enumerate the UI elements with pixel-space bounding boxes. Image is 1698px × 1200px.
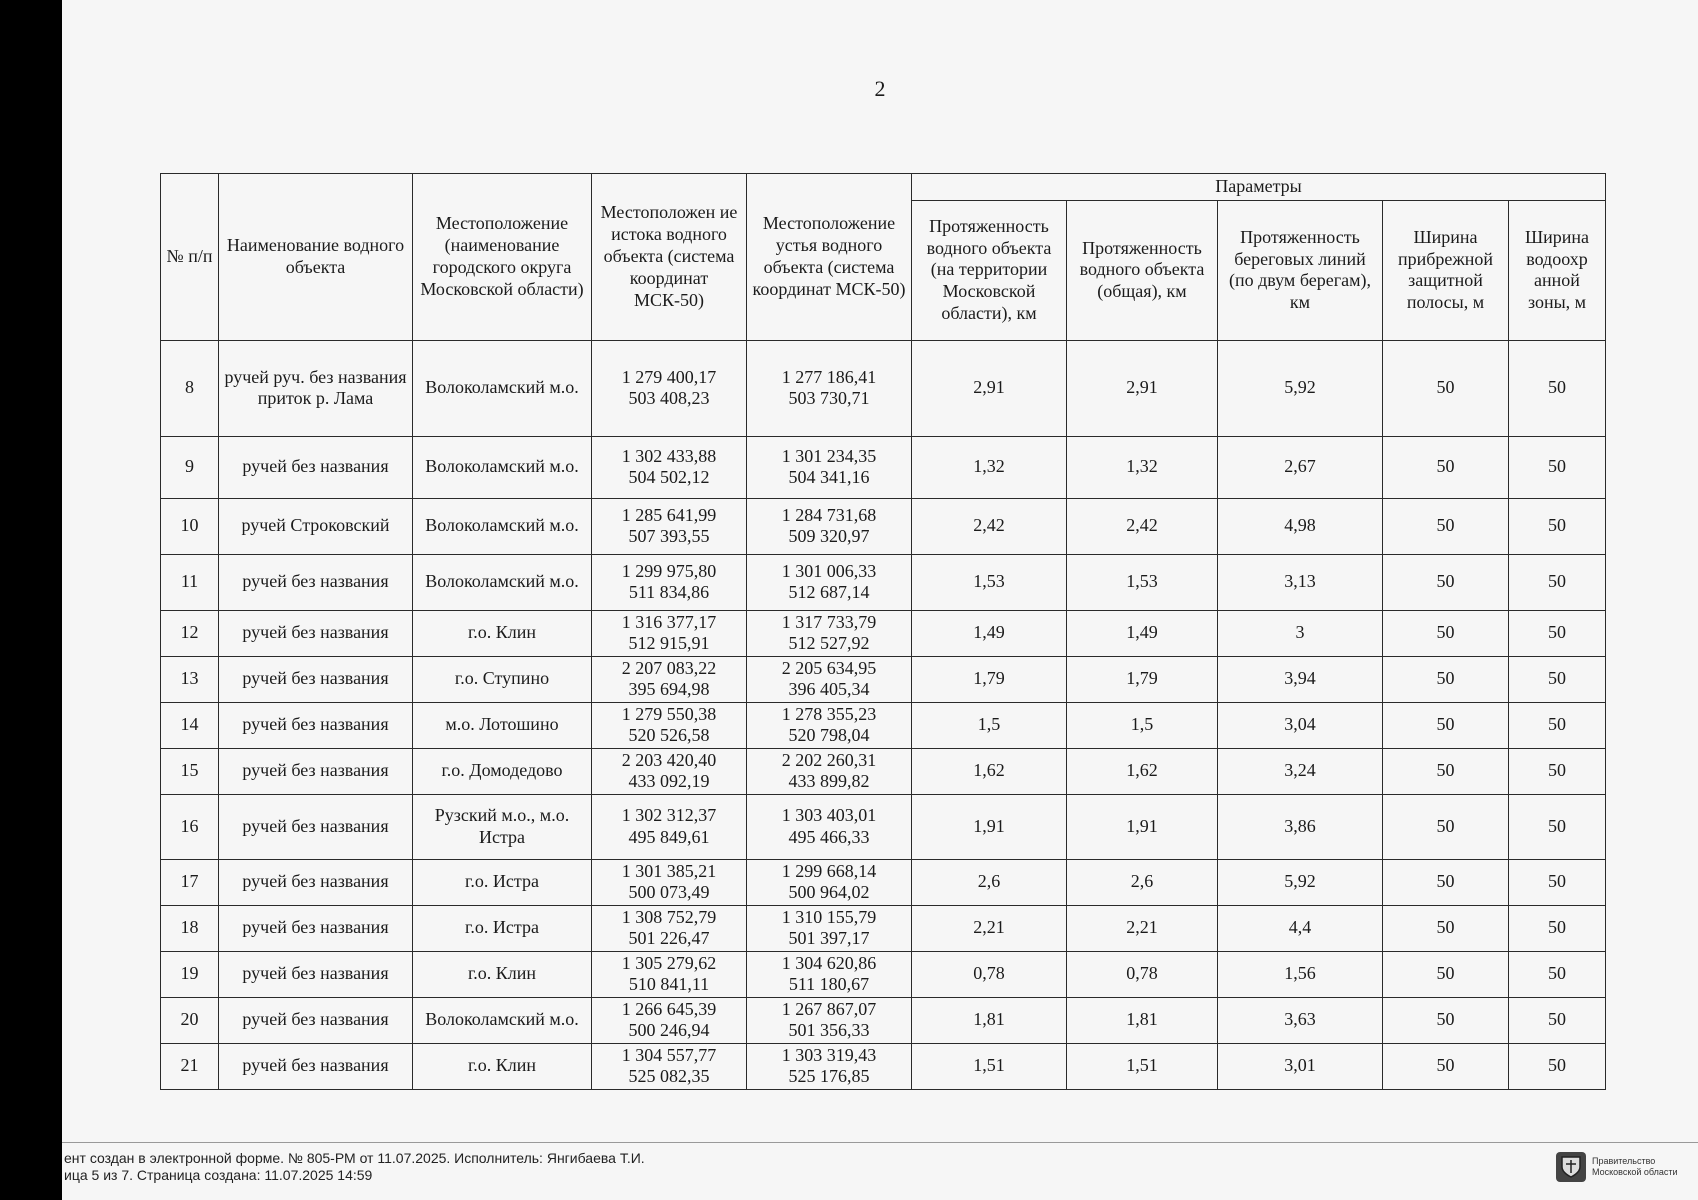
- cell-length-mo: 1,32: [912, 436, 1067, 498]
- table-row: [161, 340, 1606, 436]
- cell-shore: 2,67: [1218, 436, 1383, 498]
- header-protect: Ширина водоохр анной зоны, м: [1509, 200, 1606, 340]
- cell-protect: 50: [1509, 610, 1606, 656]
- table-row: [161, 748, 1606, 794]
- cell-shore: 3,63: [1218, 997, 1383, 1043]
- cell-length-total: 1,51: [1067, 1043, 1218, 1089]
- cell-protect: 50: [1509, 905, 1606, 951]
- cell-length-mo: 1,81: [912, 997, 1067, 1043]
- cell-coastal: 50: [1383, 794, 1509, 859]
- cell-num: 20: [161, 997, 219, 1043]
- header-mouth: Местоположение устья водного объекта (система координат МСК-50): [747, 174, 912, 341]
- cell-length-mo: 2,6: [912, 859, 1067, 905]
- cell-coastal: 50: [1383, 656, 1509, 702]
- cell-mouth-x: 2 205 634,95: [781, 657, 877, 678]
- cell-name: ручей без названия: [219, 997, 413, 1043]
- cell-source-y: 504 502,12: [628, 467, 710, 488]
- scan-edge-strip: [0, 0, 62, 1200]
- cell-shore: 4,4: [1218, 905, 1383, 951]
- cell-shore: 3,01: [1218, 1043, 1383, 1089]
- table-row: [161, 859, 1606, 905]
- cell-source: [592, 997, 747, 1043]
- cell-source-y: 510 841,11: [628, 974, 710, 995]
- cell-coastal: 50: [1383, 436, 1509, 498]
- cell-protect: 50: [1509, 554, 1606, 610]
- cell-length-total: 1,91: [1067, 794, 1218, 859]
- cell-coastal: 50: [1383, 1043, 1509, 1089]
- cell-protect: 50: [1509, 748, 1606, 794]
- cell-mouth-x: 1 303 319,43: [781, 1044, 877, 1065]
- cell-name: ручей без названия: [219, 436, 413, 498]
- footer-line-2: ица 5 из 7. Страница создана: 11.07.2025 14:59: [64, 1167, 373, 1183]
- cell-length-total: 1,62: [1067, 748, 1218, 794]
- cell-name: ручей без названия: [219, 610, 413, 656]
- cell-source-x: 2 207 083,22: [621, 657, 717, 678]
- cell-length-total: 1,79: [1067, 656, 1218, 702]
- footer-text: [64, 1150, 764, 1184]
- table-row: [161, 498, 1606, 554]
- cell-mouth-x: 1 267 867,07: [781, 998, 877, 1019]
- cell-location: г.о. Клин: [413, 1043, 592, 1089]
- cell-mouth-x: 1 284 731,68: [781, 504, 877, 525]
- cell-num: 8: [161, 340, 219, 436]
- cell-shore: 3,13: [1218, 554, 1383, 610]
- cell-source: [592, 610, 747, 656]
- cell-mouth-y: 500 964,02: [788, 882, 870, 903]
- cell-mouth-x: 1 301 234,35: [781, 445, 877, 466]
- table-row: [161, 436, 1606, 498]
- cell-source-y: 503 408,23: [628, 388, 710, 409]
- cell-location: Волоколамский м.о.: [413, 498, 592, 554]
- cell-protect: 50: [1509, 951, 1606, 997]
- header-params: Параметры: [912, 174, 1606, 201]
- cell-mouth: [747, 1043, 912, 1089]
- cell-coastal: 50: [1383, 859, 1509, 905]
- cell-num: 16: [161, 794, 219, 859]
- cell-source-x: 1 304 557,77: [621, 1044, 717, 1065]
- cell-length-mo: 2,21: [912, 905, 1067, 951]
- cell-source: [592, 1043, 747, 1089]
- cell-shore: 1,56: [1218, 951, 1383, 997]
- cell-source-x: 1 305 279,62: [621, 952, 717, 973]
- cell-source-x: 1 302 433,88: [621, 445, 717, 466]
- cell-source-y: 520 526,58: [628, 725, 710, 746]
- logo-line-2: Московской области: [1592, 1167, 1678, 1177]
- cell-mouth-y: 396 405,34: [788, 679, 870, 700]
- cell-length-total: 1,81: [1067, 997, 1218, 1043]
- cell-source-x: 1 285 641,99: [621, 504, 717, 525]
- cell-mouth-x: 1 304 620,86: [781, 952, 877, 973]
- cell-source-y: 500 073,49: [628, 882, 710, 903]
- cell-mouth-y: 504 341,16: [788, 467, 870, 488]
- cell-source-x: 1 301 385,21: [621, 860, 717, 881]
- footer-line-1: ент создан в электронной форме. № 805-РМ от 11.07.2025. Исполнитель: Янгибаева Т.И.: [64, 1150, 645, 1166]
- cell-name: ручей без названия: [219, 859, 413, 905]
- cell-coastal: 50: [1383, 610, 1509, 656]
- cell-mouth-y: 501 356,33: [788, 1020, 870, 1041]
- cell-mouth-y: 512 687,14: [788, 582, 870, 603]
- cell-mouth-x: 1 278 355,23: [781, 703, 877, 724]
- cell-source-y: 525 082,35: [628, 1066, 710, 1087]
- cell-protect: 50: [1509, 1043, 1606, 1089]
- cell-name: ручей Строковский: [219, 498, 413, 554]
- cell-location: Волоколамский м.о.: [413, 340, 592, 436]
- cell-name: ручей без названия: [219, 656, 413, 702]
- cell-length-total: 1,53: [1067, 554, 1218, 610]
- cell-num: 9: [161, 436, 219, 498]
- cell-mouth: [747, 554, 912, 610]
- header-source: Местоположен ие истока водного объекта (система координат МСК-50): [592, 174, 747, 341]
- cell-location: Рузский м.о., м.о. Истра: [413, 794, 592, 859]
- cell-mouth: [747, 951, 912, 997]
- cell-source: [592, 340, 747, 436]
- cell-source: [592, 702, 747, 748]
- header-location: Местоположение (наименование городского округа Московской области): [413, 174, 592, 341]
- cell-shore: 3,86: [1218, 794, 1383, 859]
- cell-source: [592, 794, 747, 859]
- table-row: [161, 997, 1606, 1043]
- cell-shore: 3,04: [1218, 702, 1383, 748]
- cell-source-x: 1 279 400,17: [621, 366, 717, 387]
- cell-coastal: 50: [1383, 748, 1509, 794]
- cell-length-mo: 1,5: [912, 702, 1067, 748]
- cell-protect: 50: [1509, 997, 1606, 1043]
- cell-source-x: 2 203 420,40: [621, 749, 717, 770]
- cell-shore: 3,24: [1218, 748, 1383, 794]
- cell-length-total: 1,49: [1067, 610, 1218, 656]
- cell-mouth: [747, 702, 912, 748]
- cell-mouth: [747, 748, 912, 794]
- cell-coastal: 50: [1383, 702, 1509, 748]
- coat-of-arms-icon: [1556, 1152, 1586, 1182]
- cell-length-total: 1,32: [1067, 436, 1218, 498]
- cell-coastal: 50: [1383, 554, 1509, 610]
- header-shore: Протяженность береговых линий (по двум берегам), км: [1218, 200, 1383, 340]
- cell-name: ручей без названия: [219, 702, 413, 748]
- cell-length-mo: 1,53: [912, 554, 1067, 610]
- cell-shore: 4,98: [1218, 498, 1383, 554]
- header-name: Наименование водного объекта: [219, 174, 413, 341]
- cell-name: ручей без названия: [219, 794, 413, 859]
- table-row: [161, 702, 1606, 748]
- cell-shore: 5,92: [1218, 340, 1383, 436]
- cell-mouth-x: 1 277 186,41: [781, 366, 877, 387]
- cell-length-mo: 1,91: [912, 794, 1067, 859]
- cell-mouth-y: 512 527,92: [788, 633, 870, 654]
- cell-length-mo: 1,79: [912, 656, 1067, 702]
- cell-source: [592, 859, 747, 905]
- cell-location: Волоколамский м.о.: [413, 436, 592, 498]
- cell-num: 17: [161, 859, 219, 905]
- cell-source: [592, 748, 747, 794]
- cell-mouth-y: 525 176,85: [788, 1066, 870, 1087]
- page-number: 2: [874, 76, 886, 101]
- cell-mouth: [747, 436, 912, 498]
- cell-num: 19: [161, 951, 219, 997]
- cell-num: 21: [161, 1043, 219, 1089]
- cell-length-total: 0,78: [1067, 951, 1218, 997]
- cell-name: ручей без названия: [219, 748, 413, 794]
- cell-source-x: 1 308 752,79: [621, 906, 717, 927]
- header-num: № п/п: [161, 174, 219, 341]
- cell-protect: 50: [1509, 436, 1606, 498]
- cell-name: ручей без названия: [219, 1043, 413, 1089]
- cell-source-y: 433 092,19: [628, 771, 710, 792]
- cell-protect: 50: [1509, 498, 1606, 554]
- cell-mouth: [747, 610, 912, 656]
- logo-line-1: Правительство: [1592, 1156, 1656, 1166]
- water-objects-table: [160, 173, 1606, 1090]
- cell-num: 18: [161, 905, 219, 951]
- cell-protect: 50: [1509, 340, 1606, 436]
- cell-source-y: 495 849,61: [628, 826, 710, 847]
- cell-name: ручей без названия: [219, 905, 413, 951]
- cell-mouth-y: 509 320,97: [788, 526, 870, 547]
- cell-mouth: [747, 905, 912, 951]
- cell-length-total: 2,91: [1067, 340, 1218, 436]
- cell-source: [592, 951, 747, 997]
- cell-mouth-x: 1 310 155,79: [781, 906, 877, 927]
- cell-num: 14: [161, 702, 219, 748]
- table-row: [161, 1043, 1606, 1089]
- cell-source-y: 501 226,47: [628, 928, 710, 949]
- cell-coastal: 50: [1383, 951, 1509, 997]
- cell-length-mo: 0,78: [912, 951, 1067, 997]
- cell-mouth-x: 1 301 006,33: [781, 560, 877, 581]
- cell-mouth-y: 501 397,17: [788, 928, 870, 949]
- cell-length-total: 2,42: [1067, 498, 1218, 554]
- cell-location: г.о. Домодедово: [413, 748, 592, 794]
- cell-source-x: 1 279 550,38: [621, 703, 717, 724]
- header-length-mo: Протяженность водного объекта (на территории Московской области), км: [912, 200, 1067, 340]
- cell-source-x: 1 266 645,39: [621, 998, 717, 1019]
- cell-mouth-x: 1 299 668,14: [781, 860, 877, 881]
- cell-location: Волоколамский м.о.: [413, 554, 592, 610]
- cell-location: г.о. Истра: [413, 859, 592, 905]
- cell-num: 11: [161, 554, 219, 610]
- cell-location: г.о. Ступино: [413, 656, 592, 702]
- cell-location: г.о. Истра: [413, 905, 592, 951]
- cell-source-y: 512 915,91: [628, 633, 710, 654]
- cell-mouth-y: 520 798,04: [788, 725, 870, 746]
- cell-mouth-y: 503 730,71: [788, 388, 870, 409]
- table-row: [161, 554, 1606, 610]
- cell-num: 13: [161, 656, 219, 702]
- cell-num: 10: [161, 498, 219, 554]
- footer-divider: [62, 1142, 1698, 1143]
- cell-source-y: 500 246,94: [628, 1020, 710, 1041]
- cell-mouth: [747, 997, 912, 1043]
- cell-shore: 3,94: [1218, 656, 1383, 702]
- cell-length-total: 2,21: [1067, 905, 1218, 951]
- header-length-total: Протяженность водного объекта (общая), км: [1067, 200, 1218, 340]
- cell-source-y: 395 694,98: [628, 679, 710, 700]
- cell-protect: 50: [1509, 702, 1606, 748]
- table-row: [161, 610, 1606, 656]
- cell-mouth-y: 433 899,82: [788, 771, 870, 792]
- cell-length-mo: 1,51: [912, 1043, 1067, 1089]
- cell-mouth-y: 495 466,33: [788, 826, 870, 847]
- cell-protect: 50: [1509, 859, 1606, 905]
- cell-length-mo: 2,91: [912, 340, 1067, 436]
- cell-num: 15: [161, 748, 219, 794]
- table-body: [161, 340, 1606, 1089]
- cell-source-x: 1 299 975,80: [621, 560, 717, 581]
- cell-length-total: 2,6: [1067, 859, 1218, 905]
- header-coastal: Ширина прибрежной защитной полосы, м: [1383, 200, 1509, 340]
- cell-source-y: 511 834,86: [628, 582, 710, 603]
- cell-location: Волоколамский м.о.: [413, 997, 592, 1043]
- cell-mouth: [747, 859, 912, 905]
- cell-coastal: 50: [1383, 340, 1509, 436]
- cell-source: [592, 656, 747, 702]
- table-row: [161, 656, 1606, 702]
- cell-mouth: [747, 498, 912, 554]
- cell-mouth-x: 2 202 260,31: [781, 749, 877, 770]
- cell-source-y: 507 393,55: [628, 526, 710, 547]
- cell-mouth: [747, 794, 912, 859]
- cell-coastal: 50: [1383, 997, 1509, 1043]
- cell-length-mo: 1,49: [912, 610, 1067, 656]
- table-row: [161, 951, 1606, 997]
- cell-location: г.о. Клин: [413, 951, 592, 997]
- cell-source: [592, 498, 747, 554]
- cell-shore: 3: [1218, 610, 1383, 656]
- cell-num: 12: [161, 610, 219, 656]
- cell-coastal: 50: [1383, 905, 1509, 951]
- cell-name: ручей руч. без названия приток р. Лама: [219, 340, 413, 436]
- government-logo: [1556, 1152, 1678, 1182]
- table-row: [161, 794, 1606, 859]
- cell-mouth: [747, 656, 912, 702]
- cell-length-mo: 2,42: [912, 498, 1067, 554]
- cell-source-x: 1 316 377,17: [621, 611, 717, 632]
- cell-name: ручей без названия: [219, 554, 413, 610]
- cell-source: [592, 554, 747, 610]
- cell-name: ручей без названия: [219, 951, 413, 997]
- cell-shore: 5,92: [1218, 859, 1383, 905]
- cell-mouth: [747, 340, 912, 436]
- table-row: [161, 905, 1606, 951]
- cell-mouth-x: 1 317 733,79: [781, 611, 877, 632]
- cell-length-total: 1,5: [1067, 702, 1218, 748]
- cell-location: м.о. Лотошино: [413, 702, 592, 748]
- cell-mouth-y: 511 180,67: [788, 974, 870, 995]
- cell-source: [592, 436, 747, 498]
- cell-source: [592, 905, 747, 951]
- cell-protect: 50: [1509, 656, 1606, 702]
- cell-mouth-x: 1 303 403,01: [781, 805, 877, 825]
- cell-protect: 50: [1509, 794, 1606, 859]
- cell-source-x: 1 302 312,37: [621, 805, 717, 825]
- cell-location: г.о. Клин: [413, 610, 592, 656]
- cell-coastal: 50: [1383, 498, 1509, 554]
- cell-length-mo: 1,62: [912, 748, 1067, 794]
